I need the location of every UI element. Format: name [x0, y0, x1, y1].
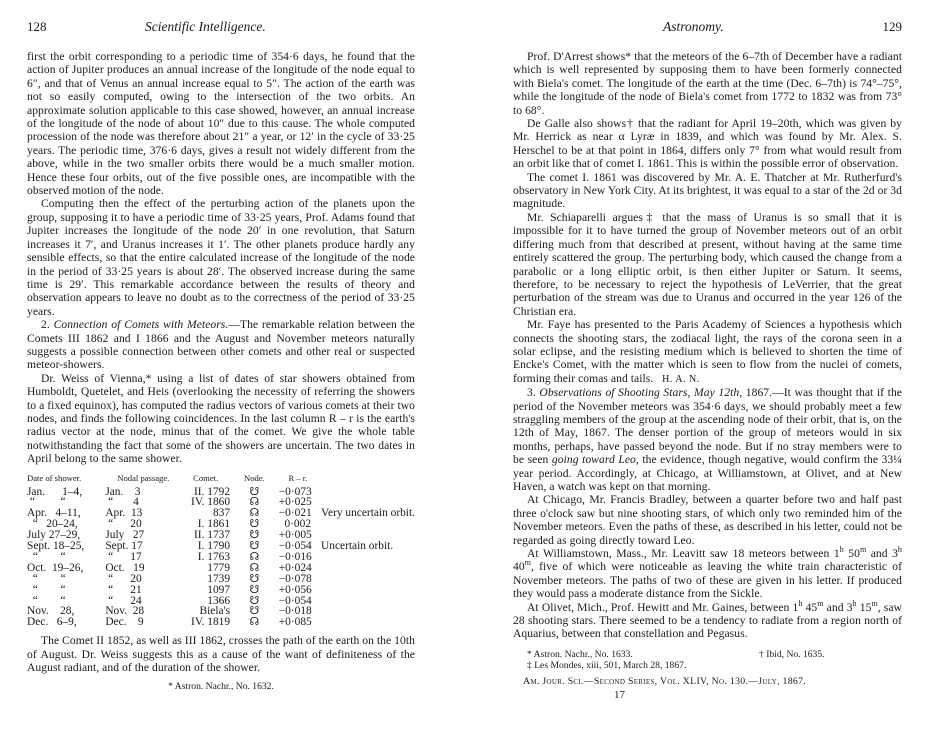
footnote: * Astron. Nachr., No. 1632. — [168, 680, 274, 692]
paragraph: Prof. D'Arrest shows* that the meteors of the 6–7th of December have a radiant which is well represented by supposing them to have been formerly connected with Biela's comet. The longitude of the earth at the time (Dec. 6–7th) is 74°–75°, while the longitude of the node of Biela's comet from 1772 to 1832 was from 73° to 68°. — [513, 50, 902, 117]
paragraph: Dr. Weiss of Vienna,* using a list of dates of star showers obtained from Humboldt, Quetelet, and Heis (overlooking the necessity of referring the showers to a fixed equinox), has computed the radius vectors of various comets at their two nodes, and finds the following coincidences. In the last column R – r is the earth's radius vector at the node, minus that of the comet. We give the whole table notwithstanding the fact that some of the showers are uncertain. The two dates in April belong to the same shower. — [27, 371, 415, 466]
section-heading: Observations of Shooting Stars, May 12th, — [539, 386, 743, 400]
cell-r-minus-r: 0·002 — [278, 518, 312, 531]
text: , five of which were noticeable as leaving the white train characteristic of November meteors. The paths of two of these are given in his letter. If produced they would pass a moderate distance from the Sickle. — [513, 560, 902, 601]
paragraph: Computing then the effect of the perturbing action of the planets upon the group, supposing it to have a periodic time of 33·25 years, Prof. Adams found that Jupiter increases the longitude of the node 20′ in one revolution, that Saturn increases it 7′, and Uranus increases it 1′. The other planets produce hardly any sensible effects, so that the entire calculated increase of the longitude of the node in the period of 33·25 years is about 28′. The observed increase during the same time is 29′. This remarkable accordance between the results of theory and observation appears to leave no doubt as to the correctness of the period of 33·25 years. — [27, 197, 415, 318]
section-body: , the evidence, though negative, would confirm the 33¼ year period. Accordingly, at Chicago, at Williamstown, at Olivet, and at New Haven, a watch was kept on that morning. — [513, 453, 902, 493]
cell-date: “ “ — [27, 572, 66, 585]
descending-node-icon: ☋ — [249, 604, 260, 618]
paragraph-body: Mr. Faye has presented to the Paris Academy of Sciences a hypothesis which connects the shooting stars, the zodiacal light, the rays of the corona seen in a solar eclipse, and the resisting medium which is believed to shorten the time of Encke's Comet, with the matter which is seen to flow from the nuclei of comets, forming their comas and tails. — [513, 318, 902, 385]
cell-comet: IV. 1860 — [191, 496, 231, 509]
cell-date: Oct. 19–26, — [27, 561, 84, 574]
hour-mark: h — [839, 545, 844, 555]
cell-comet: I. 1763 — [197, 550, 231, 563]
signature-mark: 17 — [614, 689, 625, 702]
paragraph: De Galle also shows† that the radiant for April 19–20th, which was given by Mr. Herrick as near α Lyræ in 1839, and which was found by Mr. Alex. S. Herschel to be at that point in 1864, differs only 7° from what would result from an orbit like that of comet I. 1861. This is within the possible error of observation. — [513, 117, 902, 171]
hour-mark: h — [852, 598, 857, 608]
descending-node-icon: ☋ — [249, 582, 260, 596]
minute-mark: m — [871, 598, 878, 608]
cell-nodal: “ 17 — [105, 550, 142, 563]
col-header-nodal: Nodal passage. — [117, 472, 170, 483]
cell-date: “ “ — [27, 583, 66, 596]
table-header-row — [27, 473, 415, 487]
cell-note — [317, 552, 415, 563]
cell-date: “ 20–24, — [27, 518, 78, 531]
cell-date: Nov. 28, — [27, 605, 75, 618]
shower-comet-table — [27, 473, 415, 629]
section-heading: Connection of Comets with Meteors. — [53, 318, 229, 332]
cell-r-minus-r: +0·056 — [278, 583, 312, 596]
footnote: * Astron. Nachr., No. 1633. — [527, 648, 633, 660]
text: 45 — [802, 600, 818, 614]
text: 40 — [513, 560, 525, 574]
ascending-node-icon: ☊ — [249, 615, 260, 629]
cell-nodal: Jan. 3 — [105, 485, 141, 498]
text: and 3 — [823, 600, 853, 614]
cell-note: Very uncertain orbit. — [321, 507, 415, 520]
section-number: 3. — [527, 386, 536, 400]
cell-comet: 1779 — [207, 561, 231, 574]
paragraph: The comet I. 1861 was discovered by Mr. A. E. Thatcher at Mr. Rutherfurd's observatory in New York City. At its brightest, it was equal to a star of the 2d or 3d magnitude. — [513, 170, 902, 211]
paragraph — [513, 547, 902, 601]
descending-node-icon: ☋ — [249, 571, 260, 585]
cell-r-minus-r: −0·054 — [278, 594, 312, 607]
col-header-note — [317, 473, 415, 487]
minute-mark: m — [817, 598, 824, 608]
cell-r-minus-r: +0·025 — [278, 496, 312, 509]
cell-date: Apr. 4–11, — [27, 507, 81, 520]
paragraph: Mr. Schiaparelli argues‡ that the mass of Uranus is so small that it is impossible for it to have turned the group of November meteors out of an orbit differing much from that described at present, without having at the same time entirely scattered the group. The perturbing body, which caused the change from a parabolic or a long elliptic orbit, is then either Jupiter or Saturn. It seems, therefore, to be necessary to reject the hypothesis of LeVerrier, that the great perturbation of the stream was due to Uranus and occurred in the year 126 of the Christian era. — [513, 210, 902, 318]
section-year: 1867. — [742, 386, 773, 400]
col-header-r-minus-r: R – r. — [288, 472, 308, 483]
footnote: ‡ Les Mondes, xiii, 501, March 28, 1867. — [527, 660, 687, 672]
cell-note — [317, 617, 415, 628]
cell-nodal: “ 20 — [105, 572, 142, 585]
cell-r-minus-r: +0·085 — [278, 616, 312, 629]
table-body — [27, 484, 415, 629]
descending-node-icon: ☋ — [249, 539, 260, 553]
left-page — [27, 0, 415, 692]
cell-r-minus-r: +0·024 — [278, 561, 312, 574]
cell-r-minus-r: −0·073 — [278, 485, 312, 498]
cell-comet: 1097 — [207, 583, 231, 596]
cell-comet: 1366 — [207, 594, 231, 607]
ascending-node-icon: ☊ — [249, 495, 260, 509]
cell-comet: I. 1790 — [197, 540, 231, 553]
cell-comet: II. 1792 — [193, 485, 231, 498]
cell-nodal: “ 20 — [105, 518, 142, 531]
text: and 3 — [866, 547, 898, 561]
footnote-row — [527, 660, 902, 672]
cell-comet: Biela's — [199, 605, 231, 618]
cell-nodal: “ 21 — [105, 583, 142, 596]
cell-nodal: “ 24 — [105, 594, 142, 607]
section-body: —The remarkable relation between the Comets III 1862 and I 1866 and the August and November meteors naturally suggests a possible connection between other comets and other real or suspected meteor-showers. — [27, 318, 415, 372]
table-row — [27, 585, 415, 596]
cell-note — [317, 487, 415, 498]
cell-note — [317, 519, 415, 530]
paragraph — [513, 598, 902, 641]
running-title: Scientific Intelligence. — [145, 19, 266, 34]
table-row — [27, 617, 415, 628]
cell-r-minus-r: +0·005 — [278, 529, 312, 542]
ascending-node-icon: ☊ — [249, 549, 260, 563]
running-head-right — [513, 19, 902, 37]
cell-r-minus-r: −0·018 — [278, 605, 312, 618]
page-number: 128 — [27, 19, 47, 34]
cell-nodal: Nov. 28 — [105, 605, 145, 618]
cell-date: Dec. 6–9, — [27, 616, 77, 629]
cell-note — [317, 606, 415, 617]
text: 15 — [856, 600, 872, 614]
cell-nodal: Dec. 9 — [105, 616, 144, 629]
paragraph: The Comet II 1852, as well as III 1862, crosses the path of the earth on the 10th of August. Dr. Weiss suggests this as a cause of the want of definiteness of the August radiant, and of the duration of the shower. — [27, 634, 415, 675]
cell-date: July 27–29, — [27, 529, 81, 542]
col-header-comet: Comet. — [193, 472, 219, 483]
section-paragraph — [27, 318, 415, 372]
cell-note: Uncertain orbit. — [321, 540, 394, 553]
running-head-left — [27, 19, 415, 37]
minute-mark: m — [524, 558, 531, 568]
text: At Olivet, Mich., Prof. Hewitt and Mr. Gaines, between 1 — [527, 600, 799, 614]
cell-note — [317, 563, 415, 574]
footnote-row — [527, 649, 902, 661]
descending-node-icon: ☋ — [249, 517, 260, 531]
cell-date: Jan. 1–4, — [27, 485, 83, 498]
text: , saw 28 shooting stars. There seemed to be a tendency to radiate from a region north of Aquarius, between that constellation and Pegasus. — [513, 600, 902, 641]
running-title: Astronomy. — [663, 19, 724, 34]
cell-nodal: Sept. 17 — [105, 540, 143, 553]
author-initials: H. A. N. — [662, 373, 700, 385]
cell-comet: IV. 1819 — [191, 616, 231, 629]
text: At Williamstown, Mass., Mr. Leavitt saw 18 meteors between 1 — [527, 547, 840, 561]
hour-mark: h — [798, 598, 803, 608]
cell-comet: II. 1737 — [193, 529, 231, 542]
cell-comet: I. 1861 — [197, 518, 231, 531]
ascending-node-icon: ☊ — [249, 506, 260, 520]
cell-nodal: “ 4 — [105, 496, 139, 509]
cell-r-minus-r: −0·021 — [278, 507, 312, 520]
descending-node-icon: ☋ — [249, 528, 260, 542]
paragraph: At Chicago, Mr. Francis Bradley, between a quarter before two and half past three o'clock saw but nine shooting stars, of which only two reminded him of the November meteors. Even the paths of these, as described in his letter, could not be regarded as going directly toward Leo. — [513, 493, 902, 547]
cell-date: “ “ — [27, 496, 66, 509]
cell-note — [317, 585, 415, 596]
page-number: 129 — [882, 19, 902, 34]
paragraph: first the orbit corresponding to a periodic time of 354·6 days, he found that the action of Jupiter produces an annual increase of the longitude of the node equal to 6″, and that of Venus an annual increase equal to 5″. The action of the earth was not so easily computed, owing to the intersection of the two orbits. An approximate solution applicable to this case showed, however, an annual increase of the longitude of the node of about 10″ due to this cause. The whole computed procession of the node was therefore about 21″ a year, or 12′ in the cycle of 33·25 years. The periodic time, 376·6 days, gives a result not widely different from the above, while in the two smaller orbits there would be a much smaller motion. Hence these four orbits, out of the five possible ones, are incompatible with the observed motion of the node. — [27, 50, 415, 198]
cell-nodal: Oct. 19 — [105, 561, 145, 574]
col-header-date: Date of shower. — [27, 472, 82, 483]
cell-r-minus-r: −0·078 — [278, 572, 312, 585]
right-page — [513, 0, 902, 701]
footnotes — [513, 649, 902, 672]
section-number: 2. — [41, 318, 50, 332]
cell-nodal: July 27 — [105, 529, 145, 542]
cell-date: Sept. 18–25, — [27, 540, 85, 553]
cell-note — [317, 574, 415, 585]
cell-comet: 837 — [212, 507, 231, 520]
descending-node-icon: ☋ — [249, 484, 260, 498]
paragraph — [513, 318, 902, 386]
cell-date: “ “ — [27, 594, 66, 607]
col-header-node: Node. — [244, 472, 265, 483]
cell-note — [317, 596, 415, 607]
journal-line: Am. Jour. Sci.—Second Series, Vol. XLIV, No. 130.—July, 1867. — [523, 676, 807, 688]
descending-node-icon: ☋ — [249, 593, 260, 607]
footnote: † Ibid, No. 1635. — [759, 648, 825, 660]
cell-date: “ “ — [27, 550, 66, 563]
cell-nodal: Apr. 13 — [105, 507, 143, 520]
minute-mark: m — [859, 545, 867, 555]
ascending-node-icon: ☊ — [249, 560, 260, 574]
cell-comet: 1739 — [207, 572, 231, 585]
hour-mark: h — [897, 545, 902, 555]
section-paragraph — [513, 386, 902, 493]
cell-r-minus-r: −0·016 — [278, 550, 312, 563]
italic-phrase: going toward Leo — [551, 453, 636, 467]
section-body: —It was thought that if the period of the November meteors was 354·6 days, we should probably meet a few straggling members of the group at the ascending node of their orbit, that is, on the 12th of May, 1867. The denser portion of the group of meteors would in six months, perhaps, have passed beyond the node. But if no stray members were to be seen — [513, 386, 902, 467]
text: 50 — [843, 547, 860, 561]
cell-r-minus-r: −0·054 — [278, 540, 312, 553]
